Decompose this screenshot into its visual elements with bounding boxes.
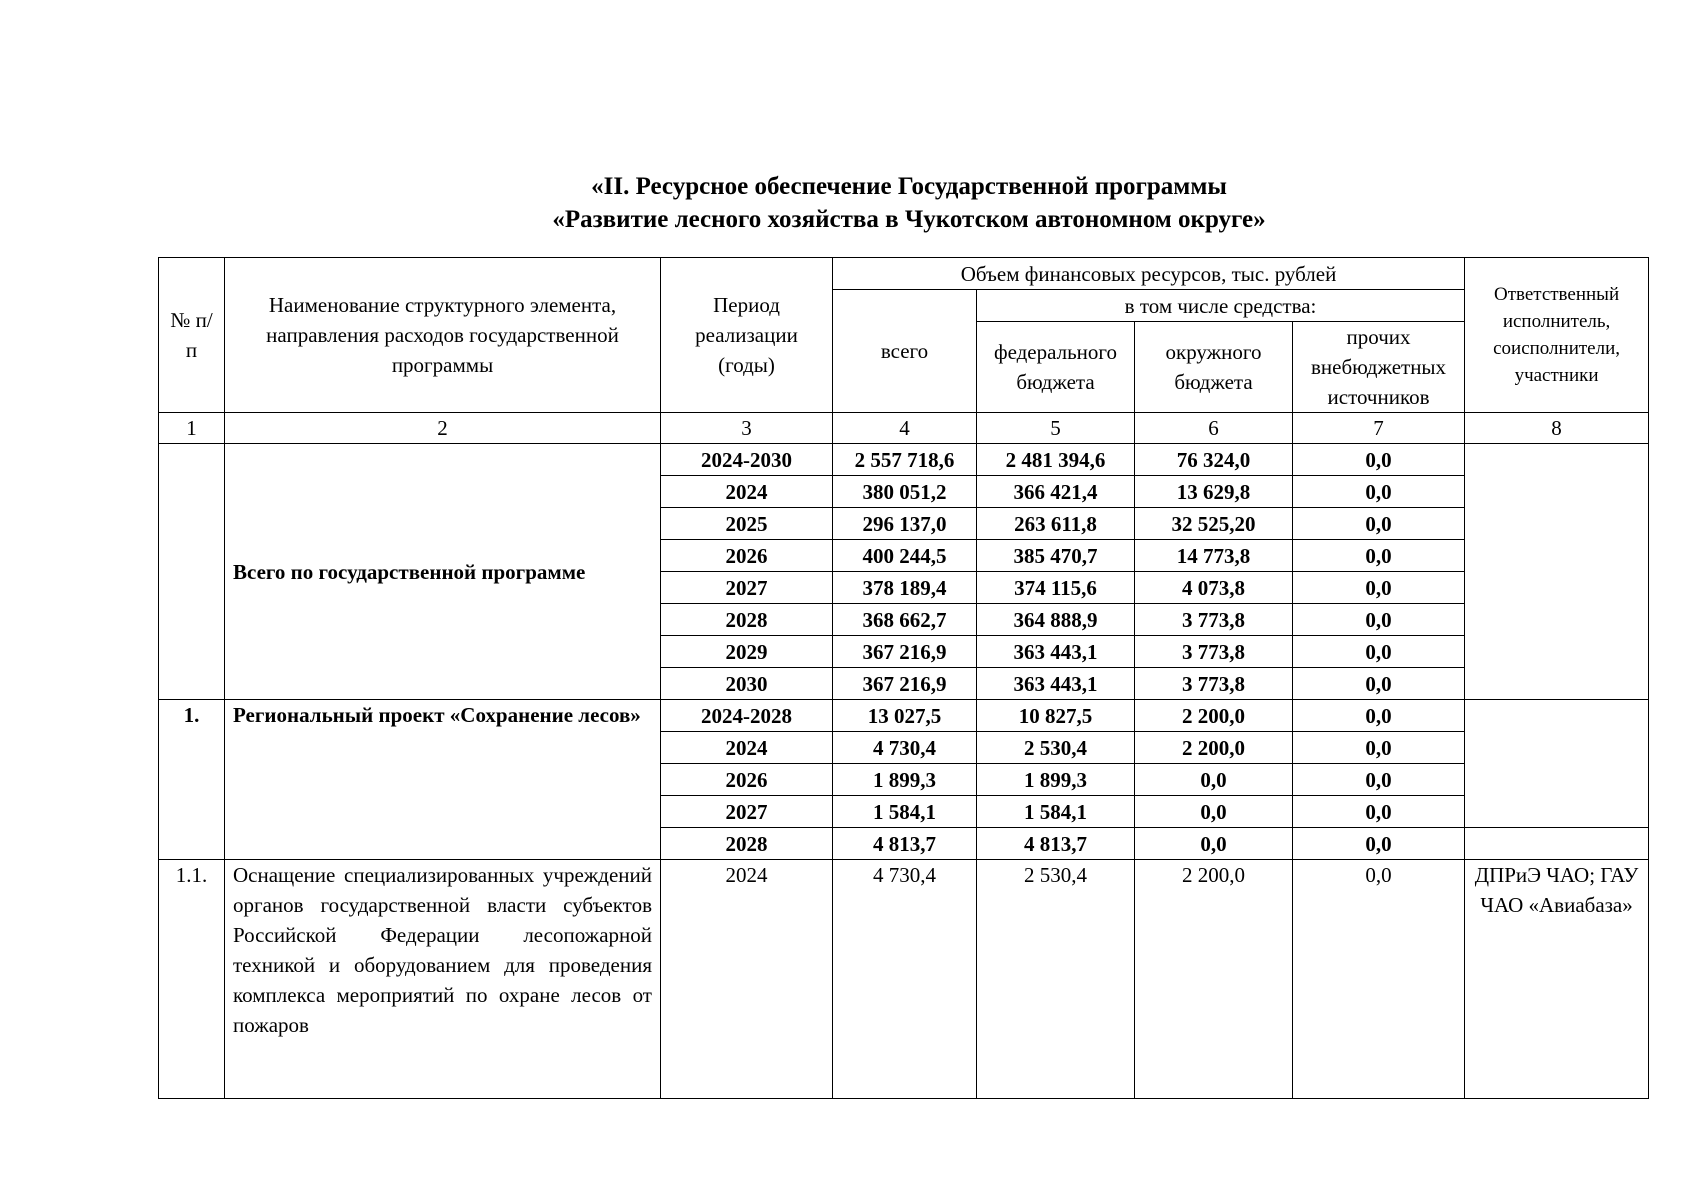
cell-district: 4 073,8: [1135, 572, 1293, 604]
cell-district: 0,0: [1135, 764, 1293, 796]
cell-federal: 385 470,7: [977, 540, 1135, 572]
cell-total: 380 051,2: [833, 476, 977, 508]
cell-district: 2 200,0: [1135, 860, 1293, 1099]
cell-federal: 10 827,5: [977, 700, 1135, 732]
header-including: в том числе средства:: [977, 290, 1465, 322]
cell-period: 2024-2030: [661, 444, 833, 476]
cell-period: 2024: [661, 476, 833, 508]
col-number: 7: [1293, 413, 1465, 444]
row-num: 1.: [159, 700, 225, 860]
cell-district: 0,0: [1135, 796, 1293, 828]
cell-period: 2029: [661, 636, 833, 668]
cell-federal: 363 443,1: [977, 668, 1135, 700]
cell-other: 0,0: [1293, 604, 1465, 636]
cell-period: 2024-2028: [661, 700, 833, 732]
row-responsible: [1465, 444, 1649, 700]
cell-total: 4 730,4: [833, 860, 977, 1099]
cell-federal: 366 421,4: [977, 476, 1135, 508]
cell-total: 368 662,7: [833, 604, 977, 636]
cell-other: 0,0: [1293, 540, 1465, 572]
cell-total: 2 557 718,6: [833, 444, 977, 476]
title-line-2: «Развитие лесного хозяйства в Чукотском автономном округе»: [552, 206, 1266, 233]
col-number: 8: [1465, 413, 1649, 444]
cell-district: 14 773,8: [1135, 540, 1293, 572]
cell-total: 367 216,9: [833, 636, 977, 668]
header-federal: федерального бюджета: [977, 322, 1135, 413]
cell-federal: 4 813,7: [977, 828, 1135, 860]
table-row: [159, 860, 1649, 1099]
cell-federal: 263 611,8: [977, 508, 1135, 540]
cell-federal: 2 530,4: [977, 732, 1135, 764]
cell-federal: 2 530,4: [977, 860, 1135, 1099]
cell-district: 0,0: [1135, 828, 1293, 860]
row-responsible: ДПРиЭ ЧАО; ГАУ ЧАО «Авиабаза»: [1465, 860, 1649, 1099]
table-row: [159, 444, 1649, 476]
cell-other: 0,0: [1293, 636, 1465, 668]
cell-other: 0,0: [1293, 764, 1465, 796]
header-total: всего: [833, 290, 977, 413]
title-line-1: «II. Ресурсное обеспечение Государственной программы: [591, 173, 1227, 200]
header-name: Наименование структурного элемента, направления расходов государственной программы: [225, 258, 661, 413]
cell-total: 13 027,5: [833, 700, 977, 732]
cell-total: 296 137,0: [833, 508, 977, 540]
cell-total: 1 584,1: [833, 796, 977, 828]
cell-district: 13 629,8: [1135, 476, 1293, 508]
header-period: Период реализации (годы): [661, 258, 833, 413]
cell-federal: 1 584,1: [977, 796, 1135, 828]
cell-other: 0,0: [1293, 444, 1465, 476]
row-name-regional-project: Региональный проект «Сохранение лесов»: [225, 700, 661, 860]
row-name-equipment: Оснащение специализированных учреждений органов государственной власти субъектов Российской Федерации лесопожарной техникой и оборудованием для проведения комплекса мероприятий по охране лесов от пожаров: [225, 860, 661, 1099]
cell-period: 2028: [661, 828, 833, 860]
cell-district: 3 773,8: [1135, 636, 1293, 668]
col-number: 5: [977, 413, 1135, 444]
col-number: 6: [1135, 413, 1293, 444]
header-num: № п/п: [159, 258, 225, 413]
cell-other: 0,0: [1293, 732, 1465, 764]
cell-other: 0,0: [1293, 476, 1465, 508]
cell-total: 1 899,3: [833, 764, 977, 796]
cell-district: 3 773,8: [1135, 668, 1293, 700]
cell-period: 2028: [661, 604, 833, 636]
cell-total: 4 813,7: [833, 828, 977, 860]
cell-federal: 363 443,1: [977, 636, 1135, 668]
document-title: [0, 170, 1698, 236]
cell-period: 2025: [661, 508, 833, 540]
cell-other: 0,0: [1293, 860, 1465, 1099]
resource-table: [158, 257, 1649, 1099]
cell-district: 76 324,0: [1135, 444, 1293, 476]
cell-period: 2026: [661, 764, 833, 796]
header-responsible: Ответственный исполнитель, соисполнители, участники: [1465, 258, 1649, 413]
cell-total: 4 730,4: [833, 732, 977, 764]
header-other: прочих внебюджетных источников: [1293, 322, 1465, 413]
cell-federal: 1 899,3: [977, 764, 1135, 796]
cell-period: 2026: [661, 540, 833, 572]
cell-other: 0,0: [1293, 796, 1465, 828]
cell-other: 0,0: [1293, 700, 1465, 732]
col-number: 2: [225, 413, 661, 444]
header-district: окружного бюджета: [1135, 322, 1293, 413]
cell-other: 0,0: [1293, 572, 1465, 604]
row-name-total-program: Всего по государственной программе: [225, 444, 661, 700]
header-row-1: [159, 258, 1649, 290]
cell-total: 367 216,9: [833, 668, 977, 700]
col-number: 1: [159, 413, 225, 444]
col-number: 3: [661, 413, 833, 444]
row-responsible-empty: [1465, 828, 1649, 860]
cell-total: 378 189,4: [833, 572, 977, 604]
row-responsible: [1465, 700, 1649, 828]
cell-federal: 364 888,9: [977, 604, 1135, 636]
cell-federal: 374 115,6: [977, 572, 1135, 604]
cell-district: 2 200,0: [1135, 700, 1293, 732]
cell-period: 2027: [661, 572, 833, 604]
cell-total: 400 244,5: [833, 540, 977, 572]
header-volume: Объем финансовых ресурсов, тыс. рублей: [833, 258, 1465, 290]
cell-other: 0,0: [1293, 508, 1465, 540]
cell-other: 0,0: [1293, 668, 1465, 700]
column-numbers-row: [159, 413, 1649, 444]
cell-period: 2024: [661, 860, 833, 1099]
col-number: 4: [833, 413, 977, 444]
cell-other: 0,0: [1293, 828, 1465, 860]
row-num: [159, 444, 225, 700]
cell-district: 32 525,20: [1135, 508, 1293, 540]
cell-period: 2024: [661, 732, 833, 764]
table-row: [159, 700, 1649, 732]
cell-period: 2027: [661, 796, 833, 828]
cell-district: 2 200,0: [1135, 732, 1293, 764]
cell-period: 2030: [661, 668, 833, 700]
cell-federal: 2 481 394,6: [977, 444, 1135, 476]
cell-district: 3 773,8: [1135, 604, 1293, 636]
row-num: 1.1.: [159, 860, 225, 1099]
